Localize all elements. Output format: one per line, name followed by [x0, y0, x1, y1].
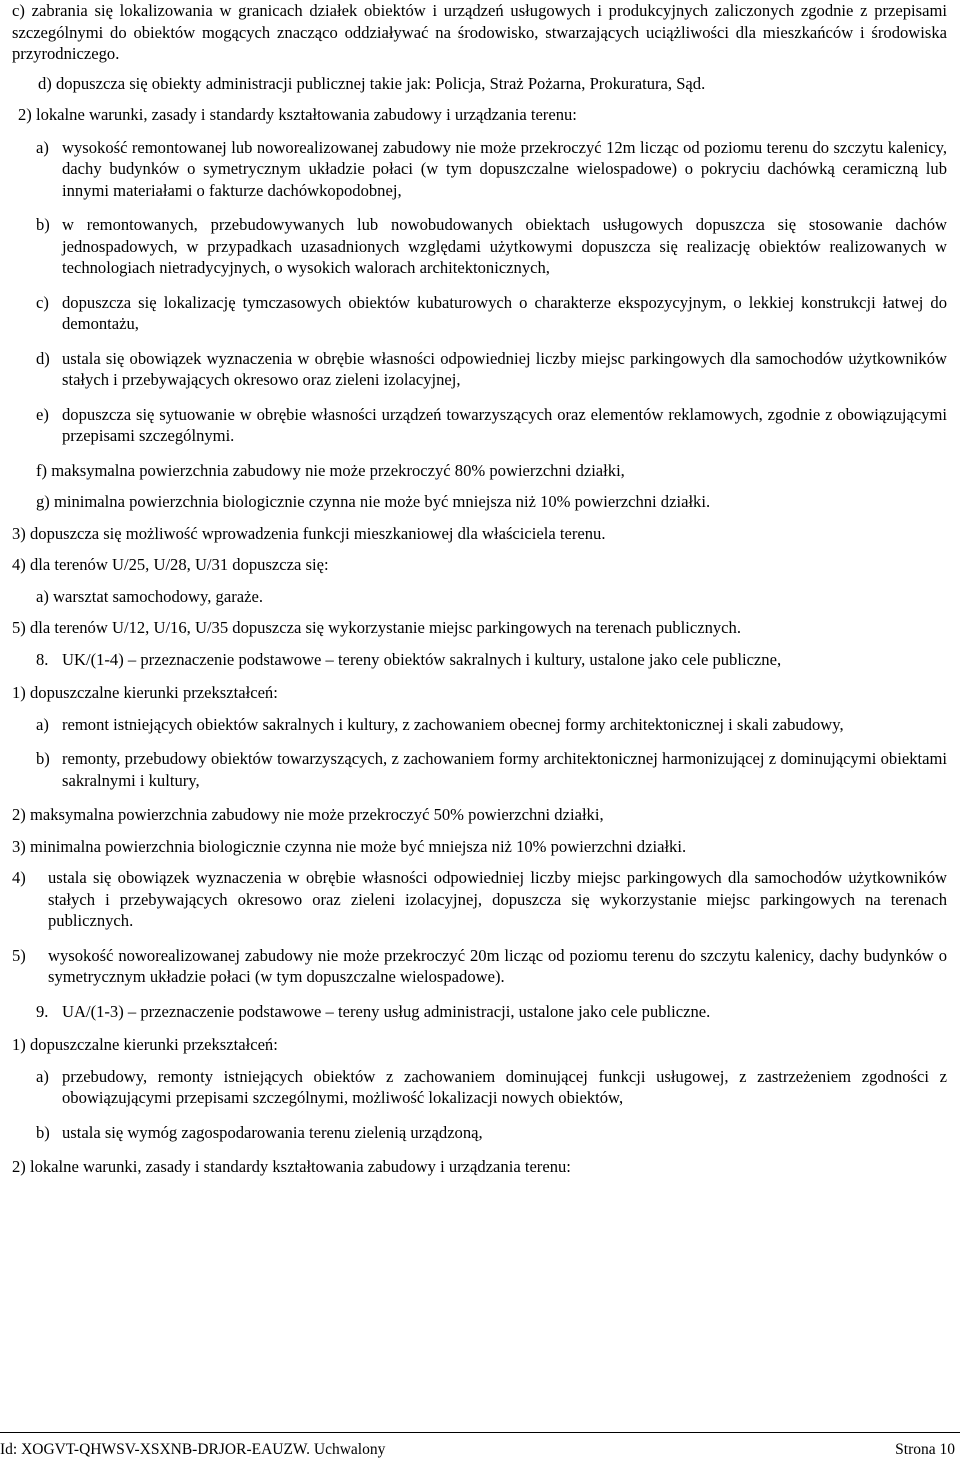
- item-text: dopuszcza się lokalizację tymczasowych obiektów kubaturowych o charakterze ekspozycyjnym, o lekkiej konstrukcji łatwej do demontażu,: [62, 292, 947, 333]
- footer-divider: [0, 1432, 960, 1433]
- paragraph-9-2: 2) lokalne warunki, zasady i standardy kształtowania zabudowy i urządzania terenu:: [12, 1157, 571, 1176]
- item-text: ustala się obowiązek wyznaczenia w obrębie własności odpowiedniej liczby miejsc parkingowych dla samochodów użytkowników stałych i przebywających okresowo oraz zieleni izolacyjnej,: [62, 348, 947, 389]
- item-label: a): [36, 137, 49, 157]
- page-footer: [0, 1439, 955, 1461]
- paragraph-4a: a) warsztat samochodowy, garaże.: [36, 586, 263, 606]
- paragraph-d-administration: d) dopuszcza się obiekty administracji publicznej takie jak: Policja, Straż Pożarna, Prokuratura, Sąd.: [38, 73, 706, 93]
- item-text: w remontowanych, przebudowywanych lub nowobudowanych obiektach usługowych dopuszcza się stosowanie dachów jednospadowych, w przypadkach uzasadnionych względami użytkowymi dopuszcza się realizację obiektów realizowanych w technologiach nietradycyjnych, o wysokich walorach architektonicznych,: [62, 215, 947, 277]
- item-text: wysokość remontowanej lub noworealizowanej zabudowy nie może przekroczyć 12m licząc od poziomu terenu do szczytu kalenicy, dachy budynków o symetrycznym układzie połaci (w tym dopuszczalne wielospadowe) o pokryciu dachówką ceramiczną lub innymi materiałami o fakturze dachówkopodobnej,: [62, 137, 947, 200]
- list-item-e: [36, 404, 947, 447]
- list-item-b: [36, 214, 947, 279]
- item-label: d): [36, 348, 50, 368]
- item-text: remonty, przebudowy obiektów towarzyszących, z zachowaniem formy architektonicznej harmonizującej z dominującymi obiektami sakralnymi i kultury,: [62, 749, 947, 790]
- section-9-heading: [12, 1001, 947, 1023]
- page-number: Strona 10: [895, 1441, 955, 1458]
- paragraph-2-local-conditions: 2) lokalne warunki, zasady i standardy kształtowania zabudowy i urządzania terenu:: [18, 105, 577, 124]
- item-text: wysokość noworealizowanej zabudowy nie może przekroczyć 20m licząc od poziomu terenu do szczytu kalenicy, dachy budynków o symetrycznym układzie połaci (w tym dopuszczalne wielospadowe).: [48, 945, 947, 986]
- item-label: b): [36, 749, 50, 768]
- paragraph-8-3: 3) minimalna powierzchnia biologicznie czynna nie może być mniejsza niż 10% powierzchni działki.: [12, 836, 687, 856]
- section-number: 8.: [36, 649, 49, 669]
- item-label: b): [36, 215, 50, 234]
- item-label: b): [36, 1122, 50, 1142]
- paragraph-5: 5) dla terenów U/12, U/16, U/35 dopuszcza się wykorzystanie miejsc parkingowych na terenach publicznych.: [12, 618, 741, 637]
- list-item-9b: [36, 1122, 947, 1144]
- paragraph-8-1: 1) dopuszczalne kierunki przekształceń:: [12, 683, 278, 702]
- paragraph-f: f) maksymalna powierzchnia zabudowy nie może przekroczyć 80% powierzchni działki,: [36, 460, 625, 480]
- section-title: UK/(1-4) – przeznaczenie podstawowe – tereny obiektów sakralnych i kultury, ustalone jako cele publiczne,: [62, 649, 782, 669]
- list-section-8: [12, 714, 947, 792]
- list-item-8a: [36, 714, 947, 736]
- item-label: a): [36, 1066, 49, 1086]
- section-title: UA/(1-3) – przeznaczenie podstawowe – tereny usług administracji, ustalone jako cele publiczne.: [62, 1001, 711, 1021]
- list-item-c: [36, 292, 947, 335]
- paragraph-c-restriction: [12, 0, 947, 65]
- paragraph-4: 4) dla terenów U/25, U/28, U/31 dopuszcza się:: [12, 555, 329, 574]
- document-body: [12, 0, 947, 1188]
- item-text: przebudowy, remonty istniejących obiektów z zachowaniem dominującej funkcji usługowej, z zastrzeżeniem zgodności z obowiązującymi przepisami szczególnymi, możliwość lokalizacji nowych obiektów,: [62, 1066, 947, 1107]
- item-label: a): [36, 714, 49, 734]
- item-text: ustala się wymóg zagospodarowania terenu zielenią urządzoną,: [62, 1122, 483, 1142]
- item-label: e): [36, 404, 49, 424]
- paragraph-3: 3) dopuszcza się możliwość wprowadzenia funkcji mieszkaniowej dla właściciela terenu.: [12, 523, 606, 543]
- list-item-a: [36, 137, 947, 202]
- paragraph-9-1: 1) dopuszczalne kierunki przekształceń:: [12, 1035, 278, 1054]
- paragraph-text: c) zabrania się lokalizowania w granicach działek obiektów i urządzeń usługowych i produkcyjnych zaliczonych zgodnie z przepisami szczególnymi do obiektów mogących znacząco oddziaływać na środowisko, stwarzających uciążliwości dla mieszkańców i środowiska przyrodniczego.: [12, 1, 947, 63]
- list-section-9: [12, 1066, 947, 1144]
- item-text: dopuszcza się sytuowanie w obrębie własności urządzeń towarzyszących oraz elementów reklamowych, zgodnie z obowiązującymi przepisami szczególnymi.: [62, 404, 947, 445]
- section-number: 9.: [36, 1001, 49, 1021]
- paragraph-8-2: 2) maksymalna powierzchnia zabudowy nie może przekroczyć 50% powierzchni działki,: [12, 805, 604, 824]
- list-item-9a: [36, 1066, 947, 1109]
- list-item-8b: [36, 748, 947, 791]
- list-item-d: [36, 348, 947, 391]
- list-section-2: [12, 137, 947, 513]
- item-text: remont istniejących obiektów sakralnych i kultury, z zachowaniem obecnej formy architektonicznej i skali zabudowy,: [62, 714, 844, 734]
- item-label: 5): [12, 945, 26, 965]
- item-label: 4): [12, 868, 26, 887]
- item-label: c): [36, 292, 49, 312]
- list-item-8-4: [12, 867, 947, 932]
- item-text: ustala się obowiązek wyznaczenia w obrębie własności odpowiedniej liczby miejsc parkingowych dla samochodów użytkowników stałych i przebywających okresowo oraz zieleni izolacyjnej, dopuszcza się wykorzystanie miejsc parkingowych na terenach publicznych.: [48, 868, 947, 930]
- section-8-heading: [12, 649, 947, 671]
- paragraph-g: g) minimalna powierzchnia biologicznie czynna nie może być mniejsza niż 10% powierzchni działki.: [36, 492, 711, 511]
- document-id: Id: XOGVT-QHWSV-XSXNB-DRJOR-EAUZW. Uchwalony: [0, 1441, 386, 1458]
- list-item-8-5: [12, 945, 947, 988]
